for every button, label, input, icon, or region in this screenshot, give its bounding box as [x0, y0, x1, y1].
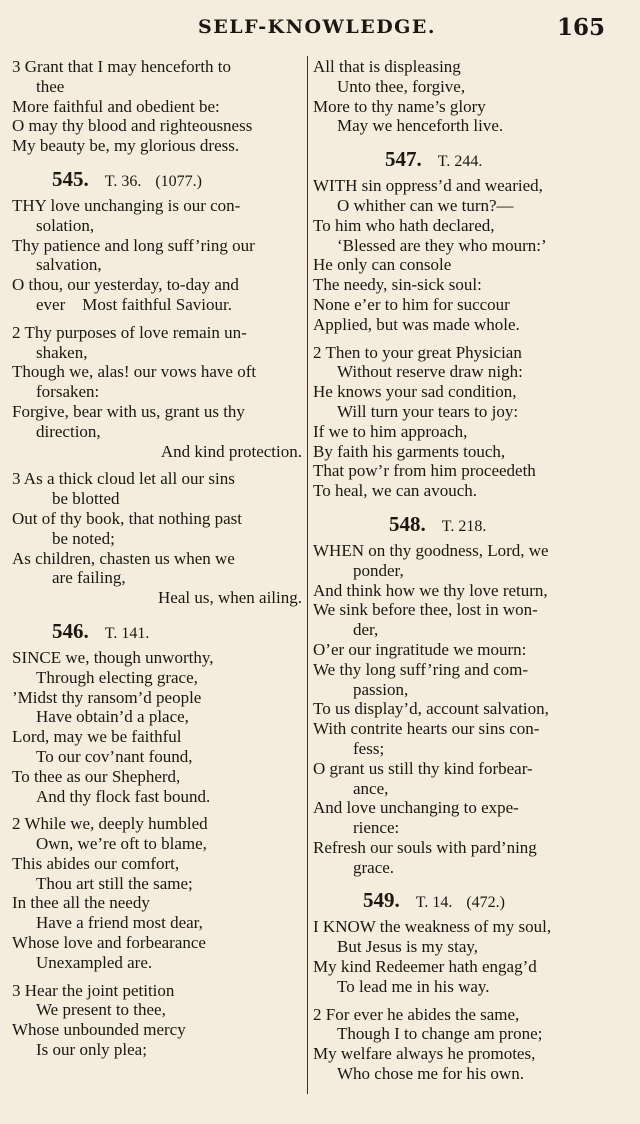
verse-line: I KNOW the weakness of my soul, [313, 917, 552, 937]
verse-line: SINCE we, though unworthy, [12, 647, 214, 667]
verse-line: My beauty be, my glorious dress. [12, 136, 240, 156]
verse-line: The needy, sin-sick soul: [313, 275, 482, 295]
verse-line: Will turn your tears to joy: [337, 401, 519, 421]
verse-line: More faithful and obedient be: [12, 96, 220, 116]
verse-line: By faith his garments touch, [313, 441, 506, 461]
verse-line: May we henceforth live. [337, 116, 504, 136]
hymn-number: 547. [385, 147, 422, 172]
verse-line: be blotted [52, 489, 120, 509]
verse-line: O whither can we turn?— [337, 195, 514, 215]
verse-line: 2 For ever he abides the same, [313, 1004, 520, 1024]
verse-line: ‘Blessed are they who mourn:’ [337, 235, 547, 255]
right-column [313, 57, 605, 1084]
verse-line: 2 Then to your great Physician [313, 342, 522, 362]
verse-line: Unto thee, forgive, [337, 76, 466, 96]
hymn-reference: (472.) [466, 894, 505, 912]
verse-line: All that is displeasing [313, 57, 461, 76]
verse-line: With contrite hearts our sins con- [313, 719, 540, 739]
hymn-number: 546. [52, 618, 89, 643]
verse-line: O’er our ingratitude we mourn: [313, 639, 527, 659]
verse-line: Have obtain’d a place, [36, 707, 189, 727]
verse-line: As children, chasten us when we [12, 548, 235, 568]
verse-line: O thou, our yesterday, to-day and [12, 275, 239, 295]
verse-line: Though I to change am prone; [337, 1024, 543, 1044]
verse-line: Whose unbounded mercy [12, 1020, 186, 1040]
verse-line: And think how we thy love return, [313, 580, 548, 600]
verse-line: be noted; [52, 528, 115, 548]
verse-line: Thy patience and long suff’ring our [12, 235, 255, 255]
verse-line: To heal, we can avouch. [313, 481, 478, 501]
verse-line: Without reserve draw nigh: [337, 362, 523, 382]
verse-line: That pow’r from him proceedeth [313, 461, 536, 481]
verse-line: forsaken: [36, 382, 100, 402]
verse-line: Unexampled are. [36, 952, 153, 972]
verse-line: Own, we’re oft to blame, [36, 834, 207, 854]
verse-line: salvation, [36, 255, 102, 275]
verse-line: shaken, [36, 342, 88, 362]
hymn-heading-548 [313, 507, 605, 541]
verse-line: Forgive, bear with us, grant us thy [12, 401, 245, 421]
left-column [12, 57, 302, 1060]
verse-line: To us display’d, account salvation, [313, 699, 549, 719]
verse-line: Though we, alas! our vows have oft [12, 362, 257, 382]
verse-line: Whose love and forbearance [12, 933, 206, 953]
verse-line: None e’er to him for succour [313, 294, 510, 314]
verse-line: To thee as our Shepherd, [12, 766, 181, 786]
verse-line: solation, [36, 215, 95, 235]
verse-line: are failing, [52, 568, 126, 588]
verse-line: But Jesus is my stay, [337, 937, 479, 957]
verse-line: We sink before thee, lost in won- [313, 600, 538, 620]
hymn-reference: (1077.) [155, 172, 202, 190]
verse-line: 3 As a thick cloud let all our sins [12, 469, 235, 489]
verse-line: 2 While we, deeply humbled [12, 814, 208, 834]
verse-line: We present to thee, [36, 1000, 166, 1020]
verse-line: Who chose me for his own. [337, 1064, 524, 1084]
verse-line: 3 Hear the joint petition [12, 980, 175, 1000]
verse-line: der, [353, 620, 379, 640]
column-divider [307, 56, 308, 1094]
verse-line: ance, [353, 778, 389, 798]
verse-line: To him who hath declared, [313, 215, 495, 235]
verse-line: This abides our comfort, [12, 853, 180, 873]
hymn-heading-549 [313, 883, 605, 917]
verse-line: He knows your sad condition, [313, 382, 517, 402]
hymn-number: 549. [363, 888, 400, 913]
hymn-number: 545. [52, 166, 89, 191]
hymn-number: 548. [389, 511, 426, 536]
page-number: 165 [557, 14, 606, 41]
verse-line: 3 Grant that I may henceforth to [12, 57, 232, 76]
verse-line: rience: [353, 818, 400, 838]
verse-line: And kind protection. [160, 441, 302, 461]
verse-line: Is our only plea; [36, 1040, 147, 1060]
verse-line: If we to him approach, [313, 421, 468, 441]
verse-line: direction, [36, 421, 101, 441]
verse-line: ponder, [353, 560, 404, 580]
tune-number: T. 218. [441, 517, 487, 535]
page-header [0, 14, 640, 44]
verse-line: To our cov’nant found, [36, 746, 193, 766]
verse-line: Applied, but was made whole. [313, 314, 520, 334]
verse-line: WHEN on thy goodness, Lord, we [313, 540, 549, 560]
tune-number: T. 36. [104, 172, 142, 190]
hymn-heading-546 [12, 614, 302, 648]
verse-line: 2 Thy purposes of love remain un- [12, 322, 247, 342]
running-title: SELF-KNOWLEDGE. [198, 16, 436, 38]
verse-line: Through electing grace, [36, 667, 198, 687]
verse-line: To lead me in his way. [337, 976, 490, 996]
verse-line: O may thy blood and righteousness [12, 116, 253, 136]
verse-line: ’Midst thy ransom’d people [12, 687, 202, 707]
verse-line: In thee all the needy [12, 893, 150, 913]
verse-line: More to thy name’s glory [313, 96, 486, 116]
verse-line: Thou art still the same; [36, 873, 193, 893]
verse-line: Have a friend most dear, [36, 913, 203, 933]
verse-line: My welfare always he promotes, [313, 1044, 536, 1064]
verse-line: My kind Redeemer hath engag’d [313, 957, 537, 977]
tune-number: T. 141. [104, 624, 150, 642]
verse-line: O grant us still thy kind forbear- [313, 758, 533, 778]
verse-line: fess; [353, 738, 385, 758]
verse-line: thee [36, 76, 65, 96]
hymn-heading-547 [313, 142, 605, 176]
verse-line: And love unchanging to expe- [313, 798, 519, 818]
verse-line: He only can console [313, 255, 452, 275]
verse-line: ever Most faithful Saviour. [36, 294, 232, 314]
verse-line: Refresh our souls with pard’ning [313, 837, 537, 857]
tune-number: T. 244. [437, 153, 483, 171]
verse-line: We thy long suff’ring and com- [313, 659, 529, 679]
verse-line: grace. [353, 857, 395, 877]
verse-line: And thy flock fast bound. [36, 786, 211, 806]
verse-line: THY love unchanging is our con- [12, 195, 241, 215]
verse-line: Heal us, when ailing. [158, 588, 302, 608]
verse-line: Lord, may we be faithful [12, 727, 182, 747]
verse-line: passion, [353, 679, 409, 699]
verse-line: WITH sin oppress’d and wearied, [313, 176, 543, 196]
tune-number: T. 14. [415, 894, 453, 912]
hymn-heading-545 [12, 162, 302, 196]
verse-line: Out of thy book, that nothing past [12, 508, 242, 528]
